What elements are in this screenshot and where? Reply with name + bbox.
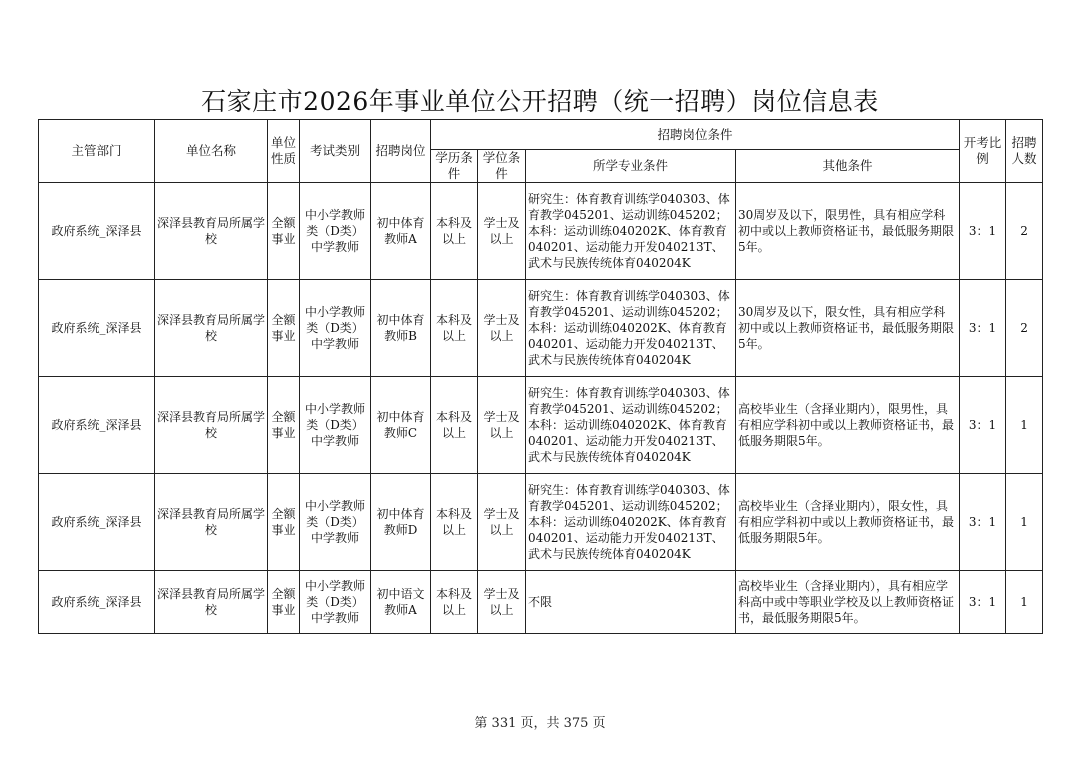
header-post: 招聘岗位 [371,120,431,183]
cell-unit: 深泽县教育局所属学校 [155,183,268,280]
header-other: 其他条件 [736,150,960,183]
cell-education: 本科及以上 [431,280,478,377]
table-row [39,377,1043,474]
cell-nature: 全额事业 [268,474,300,571]
cell-major: 研究生：体育教育训练学040303、体育教学045201、运动训练045202；本科：运动训练040202K、体育教育040201、运动能力开发040213T、武术与民族传统体育040204K [526,377,736,474]
page-title: 石家庄市2026年事业单位公开招聘（统一招聘）岗位信息表 [201,87,879,116]
cell-dept: 政府系统_深泽县 [39,183,155,280]
cell-nature: 全额事业 [268,280,300,377]
cell-major: 研究生：体育教育训练学040303、体育教学045201、运动训练045202；本科：运动训练040202K、体育教育040201、运动能力开发040213T、武术与民族传统体育040204K [526,183,736,280]
cell-unit: 深泽县教育局所属学校 [155,571,268,634]
cell-dept: 政府系统_深泽县 [39,571,155,634]
cell-other: 高校毕业生（含择业期内），具有相应学科高中或中等职业学校及以上教师资格证书，最低服务期限5年。 [736,571,960,634]
cell-exam: 中小学教师类（D类）中学教师 [300,280,371,377]
cell-post: 初中语文教师A [371,571,431,634]
cell-degree: 学士及以上 [478,571,526,634]
cell-exam: 中小学教师类（D类）中学教师 [300,571,371,634]
cell-dept: 政府系统_深泽县 [39,280,155,377]
cell-count: 1 [1006,571,1043,634]
cell-exam: 中小学教师类（D类）中学教师 [300,474,371,571]
table-row [39,280,1043,377]
cell-degree: 学士及以上 [478,474,526,571]
header-ratio: 开考比例 [960,120,1006,183]
cell-other: 30周岁及以下，限男性，具有相应学科初中或以上教师资格证书，最低服务期限5年。 [736,183,960,280]
cell-major: 不限 [526,571,736,634]
cell-post: 初中体育教师A [371,183,431,280]
cell-ratio: 3：1 [960,280,1006,377]
header-degree: 学位条件 [478,150,526,183]
cell-other: 高校毕业生（含择业期内），限男性，具有相应学科初中或以上教师资格证书，最低服务期限5年。 [736,377,960,474]
header-education: 学历条件 [431,150,478,183]
header-conditions: 招聘岗位条件 [431,120,960,150]
cell-education: 本科及以上 [431,183,478,280]
page-number: 第 331 页，共 375 页 [474,716,606,731]
cell-count: 1 [1006,474,1043,571]
cell-other: 高校毕业生（含择业期内），限女性，具有相应学科初中或以上教师资格证书，最低服务期限5年。 [736,474,960,571]
cell-other: 30周岁及以下，限女性，具有相应学科初中或以上教师资格证书，最低服务期限5年。 [736,280,960,377]
header-count: 招聘人数 [1006,120,1043,183]
cell-degree: 学士及以上 [478,183,526,280]
cell-nature: 全额事业 [268,571,300,634]
cell-unit: 深泽县教育局所属学校 [155,474,268,571]
cell-degree: 学士及以上 [478,377,526,474]
cell-count: 2 [1006,183,1043,280]
cell-post: 初中体育教师C [371,377,431,474]
recruitment-table [38,119,1043,634]
cell-exam: 中小学教师类（D类）中学教师 [300,183,371,280]
header-exam: 考试类别 [300,120,371,183]
cell-dept: 政府系统_深泽县 [39,474,155,571]
header-row-1 [39,120,1043,150]
cell-count: 1 [1006,377,1043,474]
cell-post: 初中体育教师B [371,280,431,377]
cell-education: 本科及以上 [431,571,478,634]
cell-degree: 学士及以上 [478,280,526,377]
cell-post: 初中体育教师D [371,474,431,571]
cell-major: 研究生：体育教育训练学040303、体育教学045201、运动训练045202；本科：运动训练040202K、体育教育040201、运动能力开发040213T、武术与民族传统体育040204K [526,474,736,571]
cell-nature: 全额事业 [268,183,300,280]
header-unit: 单位名称 [155,120,268,183]
cell-ratio: 3：1 [960,474,1006,571]
cell-ratio: 3：1 [960,183,1006,280]
header-nature: 单位性质 [268,120,300,183]
cell-ratio: 3：1 [960,377,1006,474]
cell-ratio: 3：1 [960,571,1006,634]
table-row [39,474,1043,571]
cell-education: 本科及以上 [431,474,478,571]
cell-major: 研究生：体育教育训练学040303、体育教学045201、运动训练045202；本科：运动训练040202K、体育教育040201、运动能力开发040213T、武术与民族传统体育040204K [526,280,736,377]
cell-exam: 中小学教师类（D类）中学教师 [300,377,371,474]
table-row [39,183,1043,280]
table-row [39,571,1043,634]
cell-nature: 全额事业 [268,377,300,474]
cell-unit: 深泽县教育局所属学校 [155,280,268,377]
header-dept: 主管部门 [39,120,155,183]
header-major: 所学专业条件 [526,150,736,183]
cell-dept: 政府系统_深泽县 [39,377,155,474]
cell-education: 本科及以上 [431,377,478,474]
cell-count: 2 [1006,280,1043,377]
cell-unit: 深泽县教育局所属学校 [155,377,268,474]
